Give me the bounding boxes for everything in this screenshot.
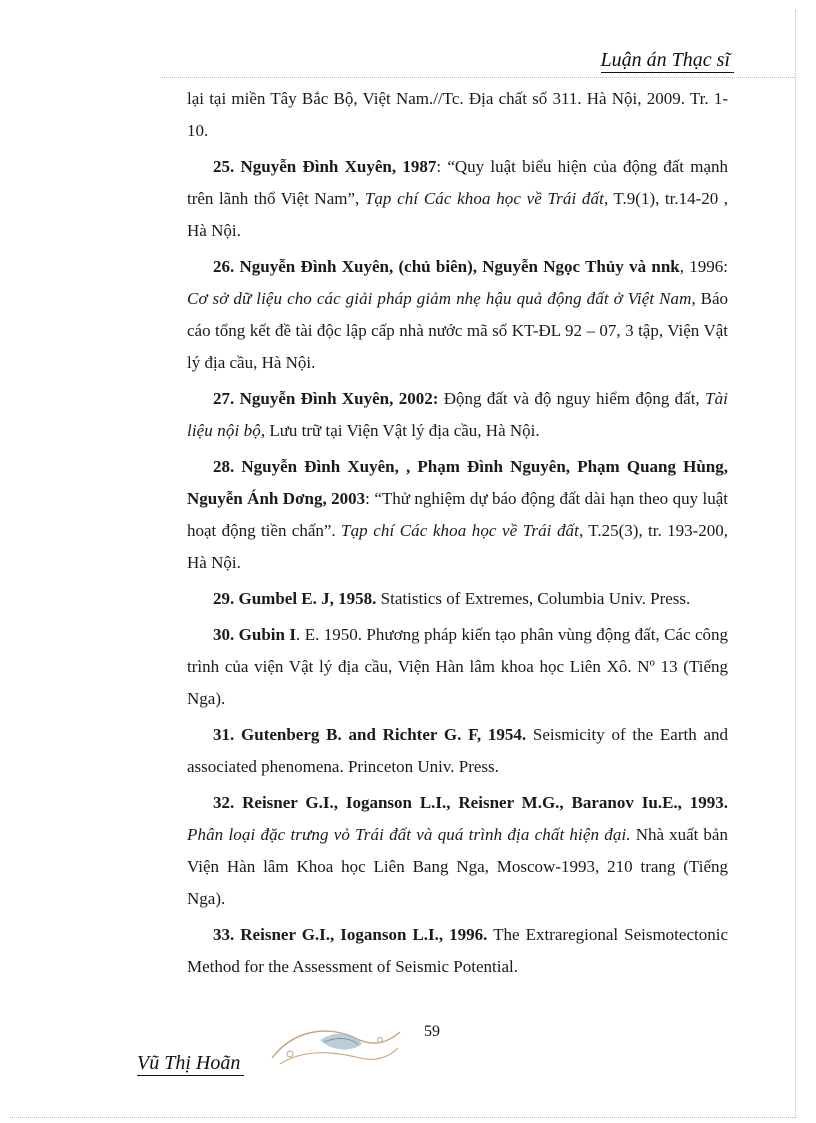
reference-body: . E. 1950. Phương pháp kiến tạo phân vùng động đất, Các công trình của viện Vật lý địa cầu, Viện Hàn lâm khoa học Liên Xô. Nº 13 (Tiếng Nga).	[187, 625, 728, 708]
page-number: 59	[424, 1023, 440, 1040]
reference-body: Động đất và độ nguy hiểm động đất,	[438, 389, 706, 408]
reference-body: Statistics of Extremes, Columbia Univ. Press.	[376, 589, 691, 608]
reference-item	[187, 787, 728, 915]
reference-item	[187, 383, 728, 447]
reference-number: 30.	[213, 625, 235, 644]
reference-item	[187, 83, 728, 147]
reference-title-italic: Tạp chí Các khoa học về Trái đất	[364, 189, 604, 208]
reference-number: 29.	[213, 589, 235, 608]
reference-authors: Reisner G.I., Ioganson L.I., 1996.	[240, 925, 488, 944]
footer-author: Vũ Thị Hoãn	[137, 1051, 244, 1076]
reference-tail: , Báo cáo tổng kết đề tài độc lập cấp nhà nước mã số KT-ĐL 92 – 07, 3 tập, Viện Vật lý địa cầu, Hà Nội.	[187, 289, 728, 372]
header-rule	[160, 77, 795, 78]
reference-authors: Nguyễn Đình Xuyên, 1987	[240, 157, 437, 176]
reference-authors: Gubin I	[238, 625, 297, 644]
reference-tail: , T.9(1), tr.14-20 , Hà Nội.	[187, 189, 728, 240]
reference-body: The Extraregional Seismotectonic Method for the Assessment of Seismic Potential.	[187, 925, 728, 976]
reference-body: : “Thử nghiệm dự báo động đất dài hạn theo quy luật hoạt động tiền chấn”.	[187, 489, 729, 540]
header-title: Luận án Thạc sĩ	[601, 49, 734, 73]
reference-title-italic: Tạp chí Các khoa học về Trái đất	[341, 521, 579, 540]
reference-tail: , Lưu trữ tại Viện Vật lý địa cầu, Hà Nội.	[260, 421, 540, 440]
reference-authors: Gumbel E. J, 1958.	[238, 589, 377, 608]
reference-number: 31.	[213, 725, 235, 744]
reference-title-italic: Tài liệu nội bộ	[187, 389, 728, 440]
reference-body: : “Quy luật biểu hiện của động đất mạnh trên lãnh thổ Việt Nam”,	[187, 157, 729, 208]
reference-number: 26.	[213, 257, 235, 276]
reference-item	[187, 151, 728, 247]
reference-item	[187, 451, 728, 579]
reference-number: 25.	[213, 157, 235, 176]
reference-list	[187, 83, 728, 987]
reference-item	[187, 583, 728, 615]
reference-authors: Nguyễn Đình Xuyên, 2002:	[239, 389, 439, 408]
reference-title-italic: Phân loại đặc trưng vỏ Trái đất và quá trình địa chất hiện đại.	[187, 825, 631, 844]
reference-authors: Nguyễn Đình Xuyên, , Phạm Đình Nguyên, Phạm Quang Hùng, Nguyễn Ánh Dơng, 2003	[187, 457, 729, 508]
reference-number: 33.	[213, 925, 235, 944]
reference-tail: Nhà xuất bản Viện Hàn lâm Khoa học Liên Bang Nga, Moscow-1993, 210 trang (Tiếng Nga).	[187, 825, 728, 908]
reference-number: 28.	[213, 457, 235, 476]
reference-tail: , T.25(3), tr. 193-200, Hà Nội.	[187, 521, 728, 572]
reference-authors: Reisner G.I., Ioganson L.I., Reisner M.G., Baranov Iu.E., 1993.	[242, 793, 729, 812]
reference-number: 27.	[213, 389, 235, 408]
reference-body: lại tại miền Tây Bắc Bộ, Việt Nam.//Tc. Địa chất số 311. Hà Nội, 2009. Tr. 1-10.	[187, 89, 728, 140]
reference-item	[187, 919, 728, 983]
reference-authors: Gutenberg B. and Richter G. F, 1954.	[241, 725, 527, 744]
reference-authors: Nguyễn Đình Xuyên, (chủ biên), Nguyễn Ngọc Thủy và nnk	[239, 257, 680, 276]
reference-item	[187, 619, 728, 715]
reference-body: , 1996:	[679, 257, 729, 276]
reference-number: 32.	[213, 793, 235, 812]
page-border-right	[795, 10, 796, 1118]
page-border-bottom	[10, 1117, 795, 1118]
reference-item	[187, 719, 728, 783]
reference-body: Seismicity of the Earth and associated phenomena. Princeton Univ. Press.	[187, 725, 729, 776]
reference-title-italic: Cơ sở dữ liệu cho các giải pháp giảm nhẹ hậu quả động đất ở Việt Nam	[187, 289, 692, 308]
decorative-swirl-icon	[260, 1018, 410, 1074]
reference-item	[187, 251, 728, 379]
